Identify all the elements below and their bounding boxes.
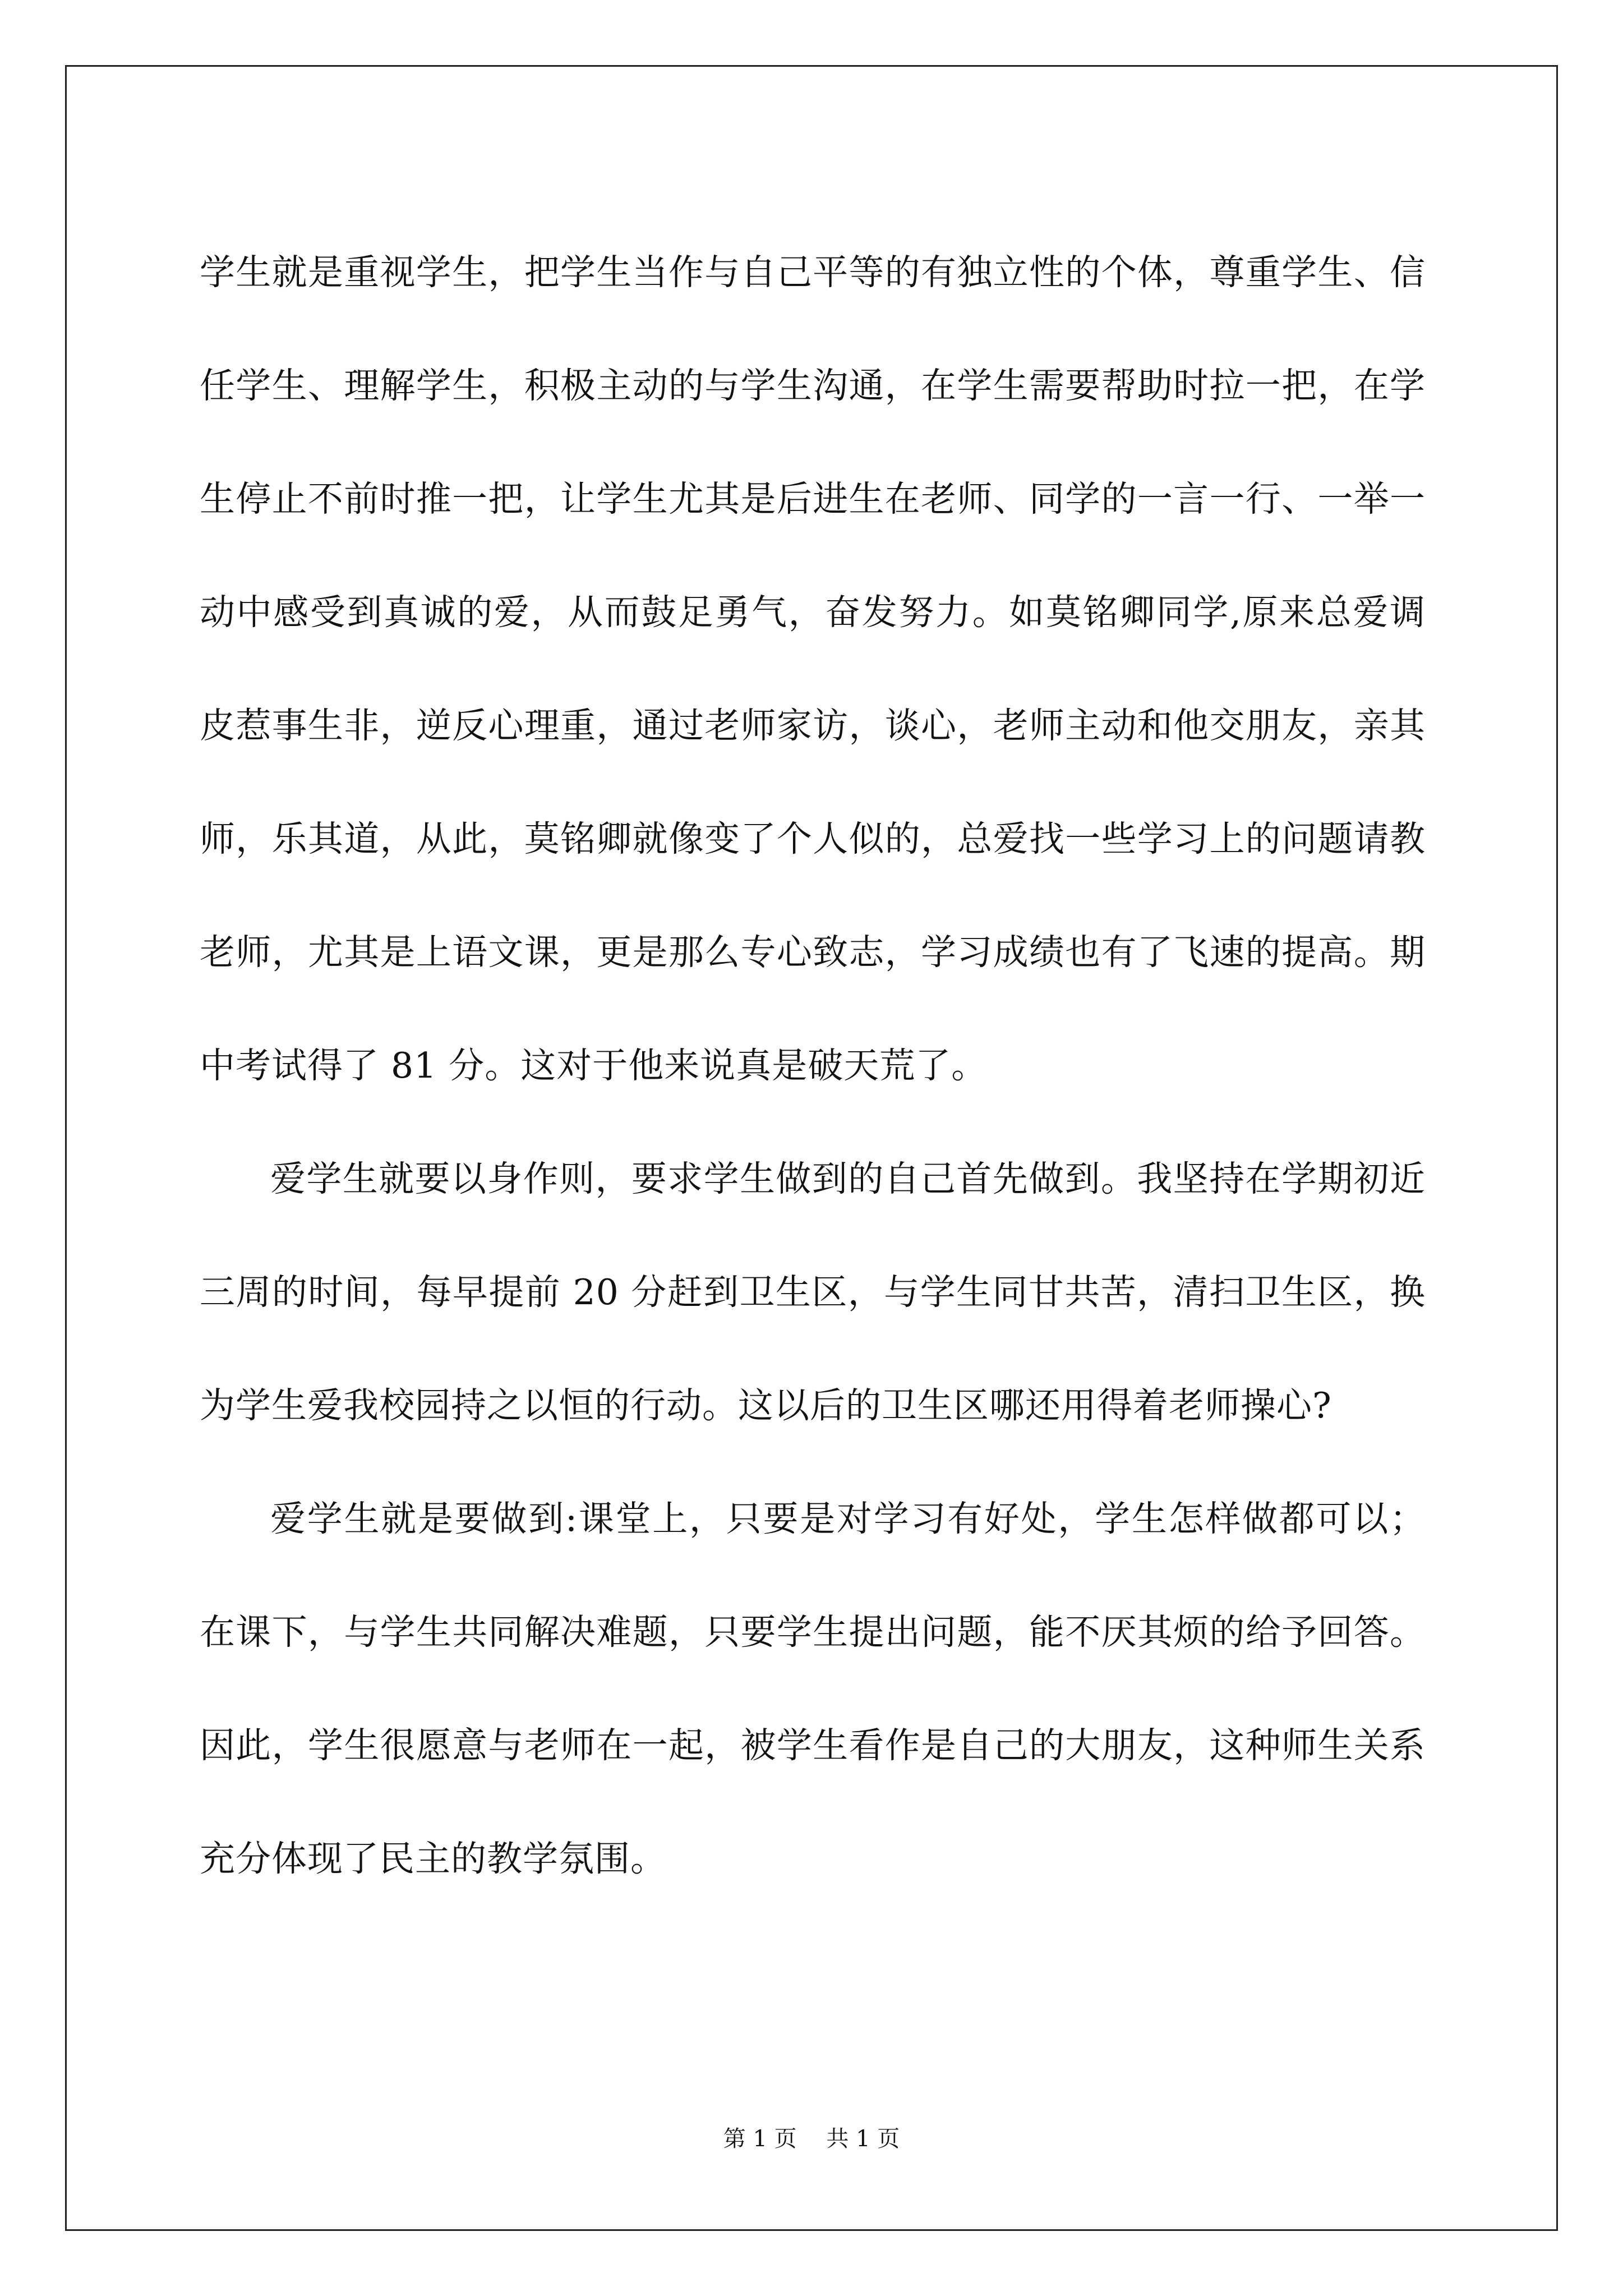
paragraph-1: 学生就是重视学生，把学生当作与自己平等的有独立性的个体，尊重学生、信任学生、理解学生，积极主动的与学生沟通，在学生需要帮助时拉一把，在学生停止不前时推一把，让学生尤其是后进生在老师、同学的一言一行、一举一动中感受到真诚的爱，从而鼓足勇气，奋发努力。如莫铭卿同学,原来总爱调皮惹事生非，逆反心理重，通过老师家访，谈心，老师主动和他交朋友，亲其师，乐其道，从此，莫铭卿就像变了个人似的，总爱找一些学习上的问题请教老师，尤其是上语文课，更是那么专心致志，学习成绩也有了飞速的提高。期中考试得了 81 分。这对于他来说真是破天荒了。 [200, 252, 1426, 1086]
page-number-current: 第 1 页 [723, 2126, 797, 2152]
paragraph-3: 爱学生就是要做到:课堂上，只要是对学习有好处，学生怎样做都可以；在课下，与学生共同解决难题，只要学生提出问题，能不厌其烦的给予回答。因此，学生很愿意与老师在一起，被学生看作是自己的大朋友，这种师生关系充分体现了民主的教学氛围。 [200, 1498, 1426, 1879]
page-number-total: 共 1 页 [826, 2126, 900, 2152]
paragraph-2: 爱学生就要以身作则，要求学生做到的自己首先做到。我坚持在学期初近三周的时间，每早提前 20 分赶到卫生区，与学生同甘共苦，清扫卫生区，换为学生爱我校园持之以恒的行动。这以后的卫生区哪还用得着老师操心? [200, 1158, 1426, 1426]
page-footer [0, 2125, 1623, 2153]
document-body [200, 216, 1426, 1916]
